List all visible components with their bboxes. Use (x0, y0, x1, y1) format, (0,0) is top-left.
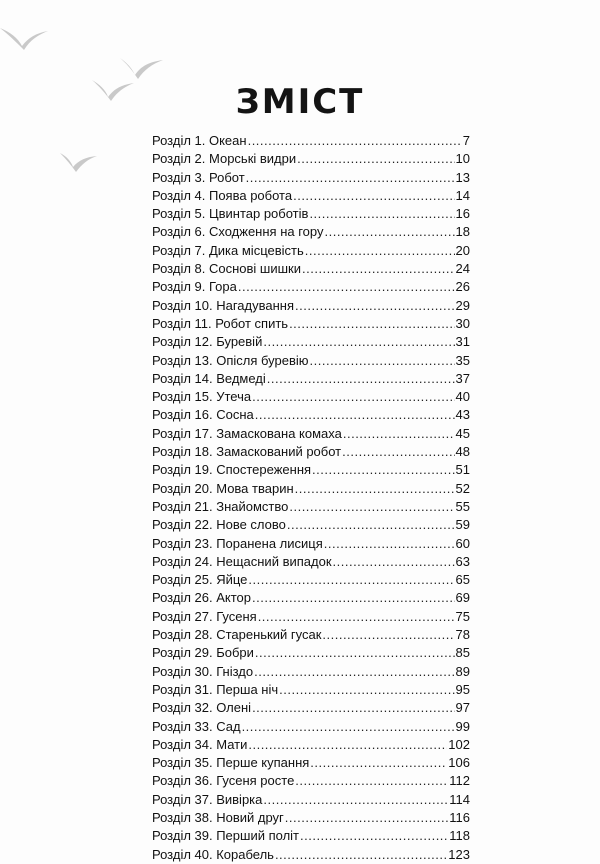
toc-dot-leader (333, 553, 455, 571)
toc-page-number: 43 (455, 407, 470, 423)
toc-entry (152, 425, 470, 443)
toc-page-number: 52 (455, 480, 470, 496)
toc-page-number: 123 (448, 846, 470, 862)
toc-chapter-title: Розділ 24. Нещасний випадок (152, 553, 332, 569)
toc-dot-leader (252, 589, 455, 607)
toc-entry (152, 169, 470, 187)
toc-entry (152, 242, 470, 260)
toc-dot-leader (248, 132, 462, 150)
toc-page-number: 16 (455, 206, 470, 222)
toc-entry (152, 754, 470, 772)
toc-entry (152, 205, 470, 223)
toc-chapter-title: Розділ 2. Морські видри (152, 151, 297, 167)
toc-chapter-title: Розділ 10. Нагадування (152, 297, 294, 313)
toc-chapter-title: Розділ 17. Замаскована комаха (152, 425, 342, 441)
toc-entry (152, 278, 470, 296)
toc-page-number: 69 (455, 590, 470, 606)
toc-chapter-title: Розділ 35. Перше купання (152, 755, 310, 771)
toc-entry (152, 718, 470, 736)
toc-entry (152, 315, 470, 333)
toc-dot-leader (297, 150, 454, 168)
toc-page-number: 63 (455, 553, 470, 569)
toc-chapter-title: Розділ 37. Вивірка (152, 791, 263, 807)
toc-page-number: 40 (455, 389, 470, 405)
toc-entry (152, 480, 470, 498)
toc-chapter-title: Розділ 26. Актор (152, 590, 251, 606)
toc-chapter-title: Розділ 30. Гніздо (152, 663, 254, 679)
toc-page-number: 14 (455, 187, 470, 203)
toc-dot-leader (322, 626, 454, 644)
toc-page-number: 35 (455, 352, 470, 368)
toc-chapter-title: Розділ 14. Ведмеді (152, 370, 266, 386)
toc-chapter-title: Розділ 15. Утеча (152, 389, 252, 405)
toc-dot-leader (295, 480, 455, 498)
toc-chapter-title: Розділ 19. Спостереження (152, 462, 312, 478)
toc-entry (152, 535, 470, 553)
toc-page-number: 85 (455, 645, 470, 661)
toc-page-number: 97 (455, 700, 470, 716)
toc-page-number: 95 (455, 681, 470, 697)
toc-entry (152, 589, 470, 607)
toc-dot-leader (310, 352, 455, 370)
toc-entry (152, 406, 470, 424)
toc-chapter-title: Розділ 3. Робот (152, 169, 245, 185)
toc-entry (152, 333, 470, 351)
toc-page-number: 24 (455, 261, 470, 277)
toc-dot-leader (295, 772, 448, 790)
toc-page-number: 7 (462, 133, 470, 148)
toc-page-number: 48 (455, 444, 470, 460)
toc-dot-leader (289, 498, 454, 516)
toc-entry (152, 608, 470, 626)
toc-dot-leader (309, 205, 454, 223)
toc-dot-leader (312, 461, 454, 479)
toc-entry (152, 150, 470, 168)
toc-dot-leader (343, 425, 455, 443)
toc-chapter-title: Розділ 4. Поява робота (152, 187, 293, 203)
toc-entry (152, 772, 470, 790)
toc-dot-leader (310, 754, 447, 772)
toc-dot-leader (305, 242, 455, 260)
toc-entry (152, 498, 470, 516)
toc-chapter-title: Розділ 32. Олені (152, 700, 252, 716)
toc-page-number: 20 (455, 242, 470, 258)
toc-page-number: 65 (455, 572, 470, 588)
toc-entry (152, 736, 470, 754)
toc-page-number: 30 (455, 315, 470, 331)
toc-chapter-title: Розділ 22. Нове слово (152, 517, 286, 533)
toc-chapter-title: Розділ 38. Новий друг (152, 809, 284, 825)
toc-page-number: 10 (455, 151, 470, 167)
toc-entry (152, 443, 470, 461)
toc-chapter-title: Розділ 39. Перший політ (152, 828, 299, 844)
toc-chapter-title: Розділ 9. Гора (152, 279, 237, 295)
toc-page-number: 112 (449, 773, 470, 789)
toc-chapter-title: Розділ 16. Сосна (152, 407, 254, 423)
toc-page-number: 99 (455, 718, 470, 734)
toc-chapter-title: Розділ 11. Робот спить (152, 315, 289, 331)
toc-dot-leader (238, 278, 455, 296)
toc-entry (152, 461, 470, 479)
toc-chapter-title: Розділ 40. Корабель (152, 846, 274, 862)
toc-dot-leader (246, 169, 455, 187)
toc-entry (152, 699, 470, 717)
toc-entry (152, 663, 470, 681)
toc-dot-leader (300, 827, 448, 845)
toc-entry (152, 626, 470, 644)
toc-entry (152, 791, 470, 809)
toc-page-number: 116 (449, 809, 470, 825)
toc-dot-leader (242, 718, 455, 736)
toc-page-number: 59 (455, 517, 470, 533)
toc-chapter-title: Розділ 23. Поранена лисиця (152, 535, 323, 551)
toc-dot-leader (302, 260, 455, 278)
toc-chapter-title: Розділ 20. Мова тварин (152, 480, 294, 496)
toc-dot-leader (342, 443, 454, 461)
toc-entry (152, 297, 470, 315)
toc-dot-leader (295, 297, 455, 315)
toc-entry (152, 352, 470, 370)
toc-entry (152, 846, 470, 864)
toc-chapter-title: Розділ 1. Океан (152, 133, 247, 148)
toc-page-number: 102 (448, 736, 470, 752)
toc-chapter-title: Розділ 8. Соснові шишки (152, 261, 301, 277)
toc-page-number: 75 (455, 608, 470, 624)
toc-dot-leader (263, 791, 448, 809)
toc-dot-leader (287, 516, 455, 534)
toc-chapter-title: Розділ 6. Сходження на гору (152, 224, 324, 240)
toc-page-number: 106 (448, 755, 470, 771)
toc-chapter-title: Розділ 31. Перша ніч (152, 681, 279, 697)
toc-page-number: 18 (455, 224, 470, 240)
toc-chapter-title: Розділ 34. Мати (152, 736, 248, 752)
toc-entry (152, 644, 470, 662)
toc-dot-leader (324, 223, 454, 241)
toc-page-number: 89 (455, 663, 470, 679)
toc-dot-leader (279, 681, 454, 699)
toc-dot-leader (267, 370, 455, 388)
toc-page-number: 13 (455, 169, 470, 185)
toc-chapter-title: Розділ 21. Знайомство (152, 498, 289, 514)
toc-dot-leader (263, 333, 454, 351)
toc-dot-leader (255, 406, 455, 424)
toc-page-number: 114 (449, 791, 470, 807)
toc-page-number: 118 (449, 828, 470, 844)
toc-chapter-title: Розділ 7. Дика місцевість (152, 242, 304, 258)
toc-page-number: 51 (455, 462, 470, 478)
toc-dot-leader (254, 663, 454, 681)
toc-entry (152, 223, 470, 241)
toc-entry (152, 132, 470, 150)
toc-dot-leader (289, 315, 454, 333)
toc-page-number: 26 (455, 279, 470, 295)
toc-page-number: 31 (455, 334, 470, 350)
toc-dot-leader (248, 571, 454, 589)
toc-chapter-title: Розділ 29. Бобри (152, 645, 254, 661)
toc-entry (152, 370, 470, 388)
toc-page-number: 78 (455, 627, 470, 643)
toc-page-number: 45 (455, 425, 470, 441)
toc-dot-leader (293, 187, 454, 205)
toc-chapter-title: Розділ 36. Гусеня росте (152, 773, 295, 789)
toc-chapter-title: Розділ 18. Замаскований робот (152, 444, 342, 460)
toc-dot-leader (252, 699, 454, 717)
toc-entry (152, 571, 470, 589)
toc-chapter-title: Розділ 13. Опісля буревію (152, 352, 309, 368)
toc-entry (152, 260, 470, 278)
toc-entry (152, 809, 470, 827)
toc-page-number: 60 (455, 535, 470, 551)
toc-page-number: 29 (455, 297, 470, 313)
toc-chapter-title: Розділ 33. Сад (152, 718, 241, 734)
toc-entry (152, 827, 470, 845)
toc-dot-leader (285, 809, 448, 827)
toc-dot-leader (275, 846, 447, 864)
toc-chapter-title: Розділ 5. Цвинтар роботів (152, 206, 309, 222)
toc-page-number: 55 (455, 498, 470, 514)
toc-dot-leader (258, 608, 455, 626)
toc-chapter-title: Розділ 28. Старенький гусак (152, 627, 322, 643)
page-title: ЗМІСТ (235, 82, 365, 122)
toc-page-number: 37 (455, 370, 470, 386)
toc-entry (152, 516, 470, 534)
toc-entry (152, 388, 470, 406)
table-of-contents (152, 132, 470, 864)
toc-entry (152, 681, 470, 699)
toc-chapter-title: Розділ 25. Яйце (152, 572, 248, 588)
toc-dot-leader (252, 388, 454, 406)
toc-chapter-title: Розділ 12. Буревій (152, 334, 263, 350)
toc-entry (152, 553, 470, 571)
toc-dot-leader (255, 644, 455, 662)
toc-dot-leader (324, 535, 455, 553)
toc-entry (152, 187, 470, 205)
toc-dot-leader (248, 736, 447, 754)
toc-chapter-title: Розділ 27. Гусеня (152, 608, 257, 624)
